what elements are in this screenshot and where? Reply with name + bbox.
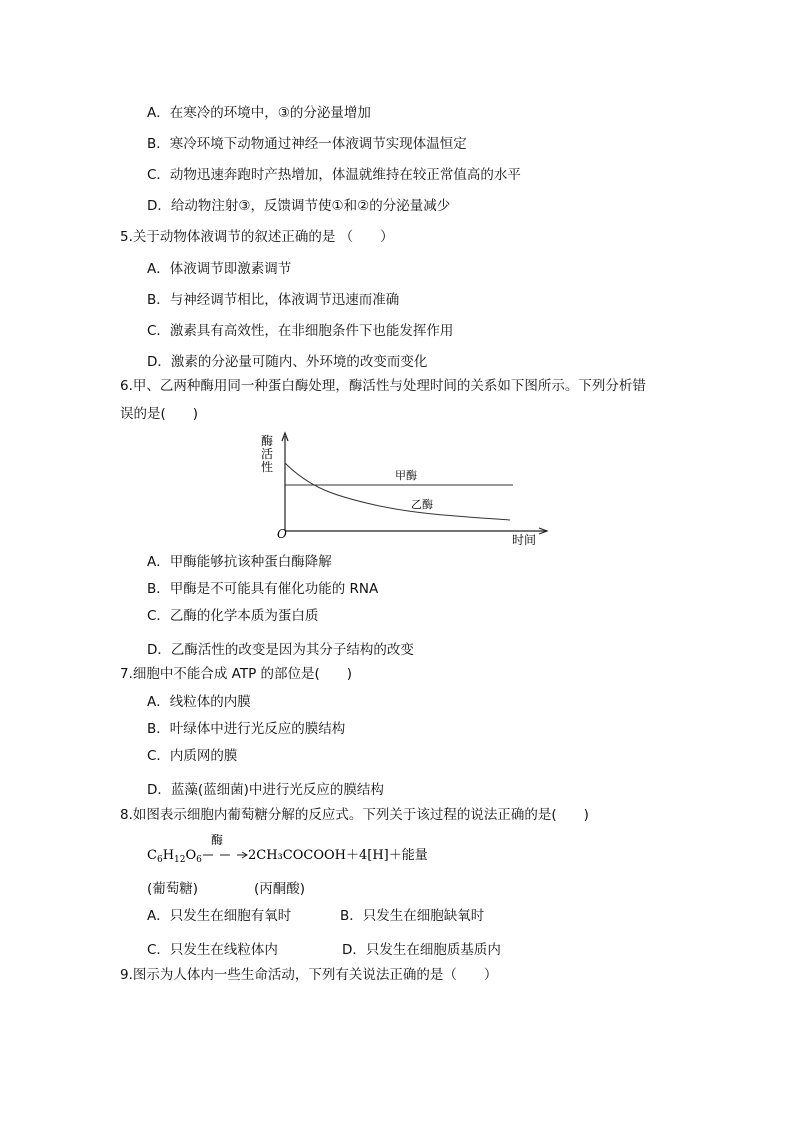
q5-option-b: B．与神经调节相比，体液调节迅速而准确 [147,292,400,308]
q7-option-d: D．蓝藻(蓝细菌)中进行光反应的膜结构 [147,782,384,798]
q8-option-a: A．只发生在细胞有氧时 [147,908,292,924]
q5-option-d: D．激素的分泌量可随内、外环境的改变而变化 [147,354,428,370]
q4-option-d: D．给动物注射③，反馈调节使①和②的分泌量减少 [147,198,451,214]
q6-option-a: A．甲酶能够抗该种蛋白酶降解 [147,554,332,570]
q7-option-b: B．叶绿体中进行光反应的膜结构 [147,721,346,737]
q6-option-b: B．甲酶是不可能具有催化功能的 RNA [147,581,379,597]
y-label-char-3: 性 [260,460,274,474]
reaction-arrow [203,852,247,858]
q9-stem: 9.图示为人体内一些生命活动，下列有关说法正确的是（ ） [120,967,498,983]
y-label-char-1: 酶 [260,434,274,448]
catalyst-label: 酶 [211,834,224,847]
q7-stem: 7.细胞中不能合成 ATP 的部位是( ) [120,666,353,682]
q5-option-a: A．体液调节即激素调节 [147,261,292,277]
reactant-name: (葡萄糖) [147,881,199,897]
q8-stem: 8.如图表示细胞内葡萄糖分解的反应式。下列关于该过程的说法正确的是( ) [120,807,589,823]
q4-option-b: B．寒冷环境下动物通过神经一体液调节实现体温恒定 [147,136,467,152]
enzyme-activity-chart [255,428,555,546]
q4-option-a: A．在寒冷的环境中，③的分泌量增加 [147,105,371,121]
q6-option-c: C．乙酶的化学本质为蛋白质 [147,608,319,624]
origin-label: O [277,527,287,541]
q8-option-d: D．只发生在细胞质基质内 [342,942,501,958]
y-label-char-2: 活 [260,447,274,461]
product-name: (丙酮酸) [254,881,306,897]
q4-option-c: C．动物迅速奔跑时产热增加，体温就维持在较正常值高的水平 [147,167,521,183]
q6-stem-line2: 误的是( ) [120,406,199,422]
q5-stem: 5.关于动物体液调节的叙述正确的是 （ ） [120,229,394,245]
x-label: 时间 [512,533,537,546]
q6-option-d: D．乙酶活性的改变是因为其分子结构的改变 [147,642,414,658]
q6-stem-line1: 6.甲、乙两种酶用同一种蛋白酶处理，酶活性与处理时间的关系如下图所示。下列分析错 [120,378,646,394]
q8-option-b: B．只发生在细胞缺氧时 [340,908,485,924]
reactant-formula: $C_6H_{12}O_6$ [147,848,202,865]
series-label-jia: 甲酶 [395,469,417,482]
series-label-yi: 乙酶 [411,498,433,511]
glucose-reaction-equation [147,834,477,870]
reaction-products: 2CH₃COCOOH＋4[H]＋能量 [248,848,428,863]
q5-option-c: C．激素具有高效性，在非细胞条件下也能发挥作用 [147,323,454,339]
q8-option-c: C．只发生在线粒体内 [147,942,278,958]
q7-option-c: C．内质网的膜 [147,748,238,764]
q7-option-a: A．线粒体的内膜 [147,694,251,710]
